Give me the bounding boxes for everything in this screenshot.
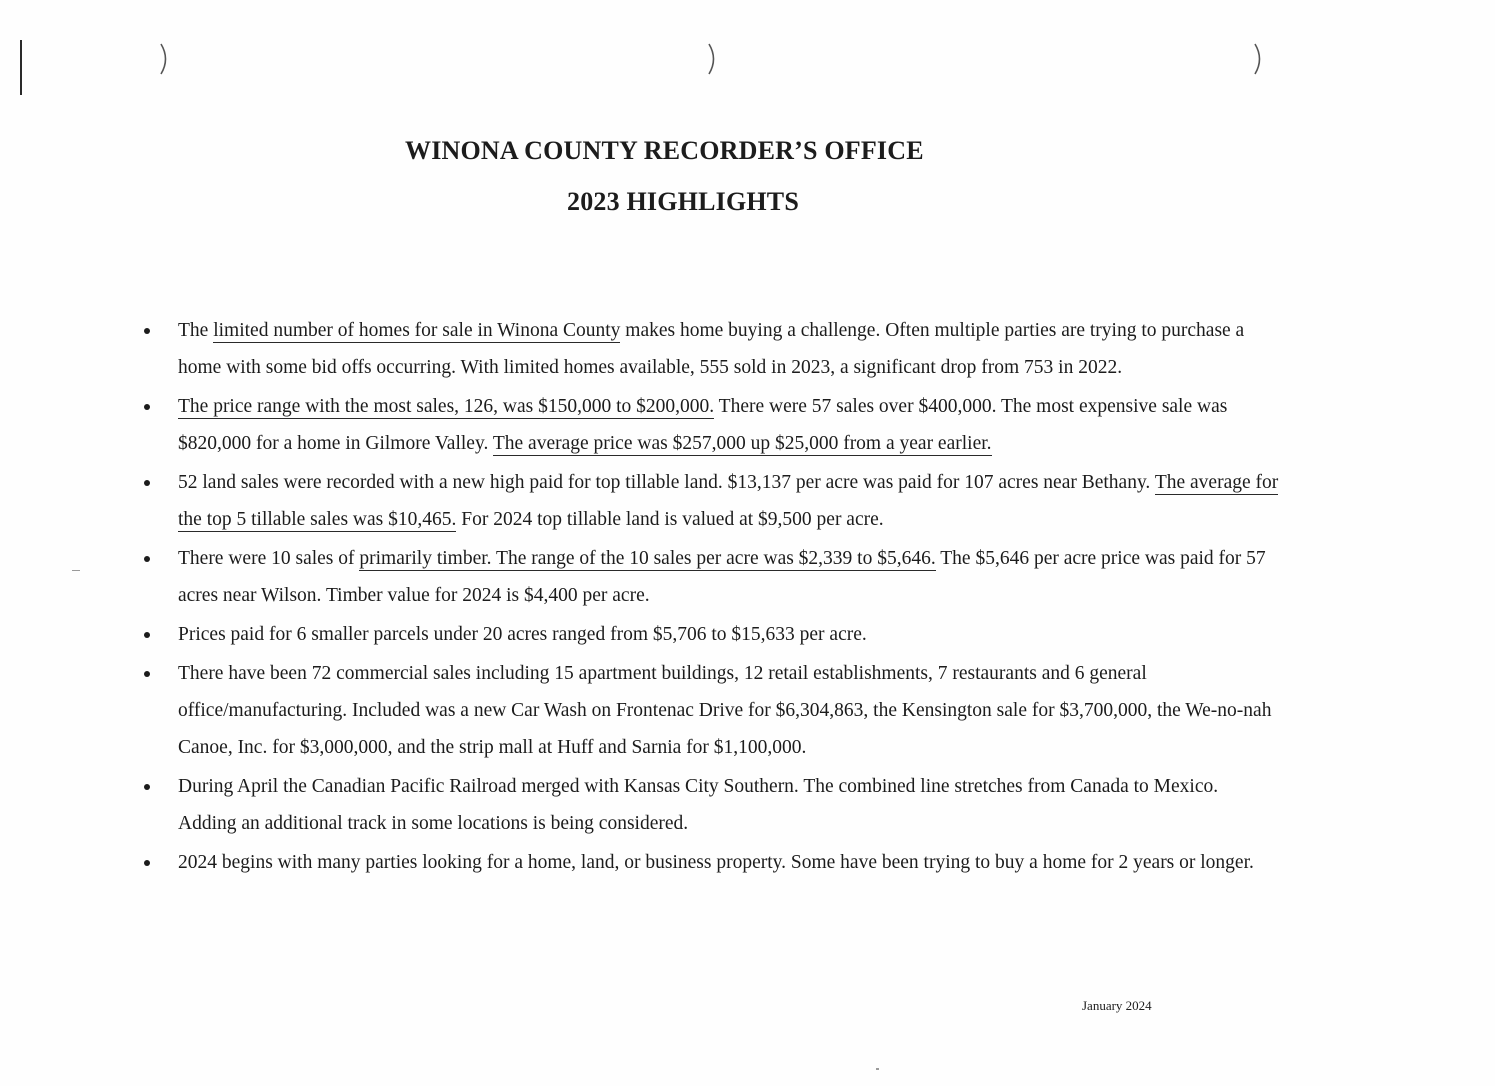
text-run: During April the Canadian Pacific Railroad merged with Kansas City Southern. The combined line stretches from Canada to Mexico. Adding an additional track in some locations is being considered. bbox=[178, 776, 1219, 834]
scan-speck bbox=[876, 1068, 879, 1070]
list-item bbox=[140, 388, 1280, 462]
text-run: There were 57 sales over $400,000. The most expensive sale was $820,000 for a home in Gilmore Valley. bbox=[178, 396, 1228, 454]
list-item bbox=[140, 540, 1280, 614]
bullet-dot bbox=[144, 480, 150, 486]
bullet-dot bbox=[144, 632, 150, 638]
bullet-dot bbox=[144, 671, 150, 677]
bullet-text bbox=[178, 548, 1266, 606]
punch-hole-mark bbox=[158, 42, 172, 76]
underlined-text: limited number of homes for sale in Winona County bbox=[213, 320, 621, 341]
document-title: WINONA COUNTY RECORDER’S OFFICE bbox=[405, 136, 924, 165]
highlights-list bbox=[140, 312, 1280, 883]
underlined-text: primarily timber. The range of the 10 sales per acre was $2,339 to $5,646. bbox=[359, 548, 936, 569]
bullet-text bbox=[178, 320, 1244, 378]
text-run: The $5,646 per acre price was paid for 57 acres near Wilson. Timber value for 2024 is $4,400 per acre. bbox=[178, 548, 1266, 606]
list-item bbox=[140, 312, 1280, 386]
bullet-dot bbox=[144, 328, 150, 334]
underlined-text: The average for the top 5 tillable sales was $10,465. bbox=[178, 472, 1279, 530]
text-run: Prices paid for 6 smaller parcels under 20 acres ranged from $5,706 to $15,633 per acre. bbox=[178, 624, 867, 645]
bullet-dot bbox=[144, 784, 150, 790]
bullet-text bbox=[178, 396, 1227, 456]
bullet-dot bbox=[144, 860, 150, 866]
list-item bbox=[140, 464, 1280, 538]
bullet-dot bbox=[144, 556, 150, 562]
list-item bbox=[140, 844, 1280, 881]
underlined-text: The average price was $257,000 up $25,000 from a year earlier. bbox=[492, 433, 992, 454]
text-run: makes home buying a challenge. Often multiple parties are trying to purchase a home with some bid offs occurring. With limited homes available, 555 sold in 2023, a significant drop from 753 in 2022. bbox=[178, 320, 1245, 378]
text-run: The bbox=[178, 320, 214, 341]
bullet-text bbox=[178, 624, 867, 645]
underlined-text: The price range with the most sales, 126, was $150,000 to $200,000. bbox=[178, 396, 715, 417]
text-run: 2024 begins with many parties looking for a home, land, or business property. Some have been trying to buy a home for 2 years or longer. bbox=[178, 852, 1254, 873]
list-item bbox=[140, 655, 1280, 766]
scan-edge-mark bbox=[20, 40, 22, 95]
bullet-text bbox=[178, 472, 1278, 532]
text-run: There were 10 sales of bbox=[178, 548, 360, 569]
bullet-text bbox=[178, 776, 1218, 834]
punch-hole-mark bbox=[706, 42, 720, 76]
punch-hole-mark bbox=[1252, 42, 1266, 76]
text-run: 52 land sales were recorded with a new high paid for top tillable land. $13,137 per acre was paid for 107 acres near Bethany. bbox=[178, 472, 1155, 493]
bullet-text bbox=[178, 663, 1271, 758]
bullet-dot bbox=[144, 404, 150, 410]
footer-date: January 2024 bbox=[1082, 998, 1152, 1013]
bullet-text bbox=[178, 852, 1254, 873]
list-item bbox=[140, 768, 1280, 842]
text-run: For 2024 top tillable land is valued at $9,500 per acre. bbox=[456, 509, 884, 530]
text-run: There have been 72 commercial sales including 15 apartment buildings, 12 retail establishments, 7 restaurants and 6 general office/manufacturing. Included was a new Car Wash on Frontenac Drive for $6,304,863, the Kensington sale for $3,700,000, the We-no-nah Canoe, Inc. for $3,000,000, and the strip mall at Huff and Sarnia for $1,100,000. bbox=[178, 663, 1272, 758]
list-item bbox=[140, 616, 1280, 653]
scan-speck bbox=[72, 570, 80, 571]
document-subtitle: 2023 HIGHLIGHTS bbox=[567, 187, 799, 216]
